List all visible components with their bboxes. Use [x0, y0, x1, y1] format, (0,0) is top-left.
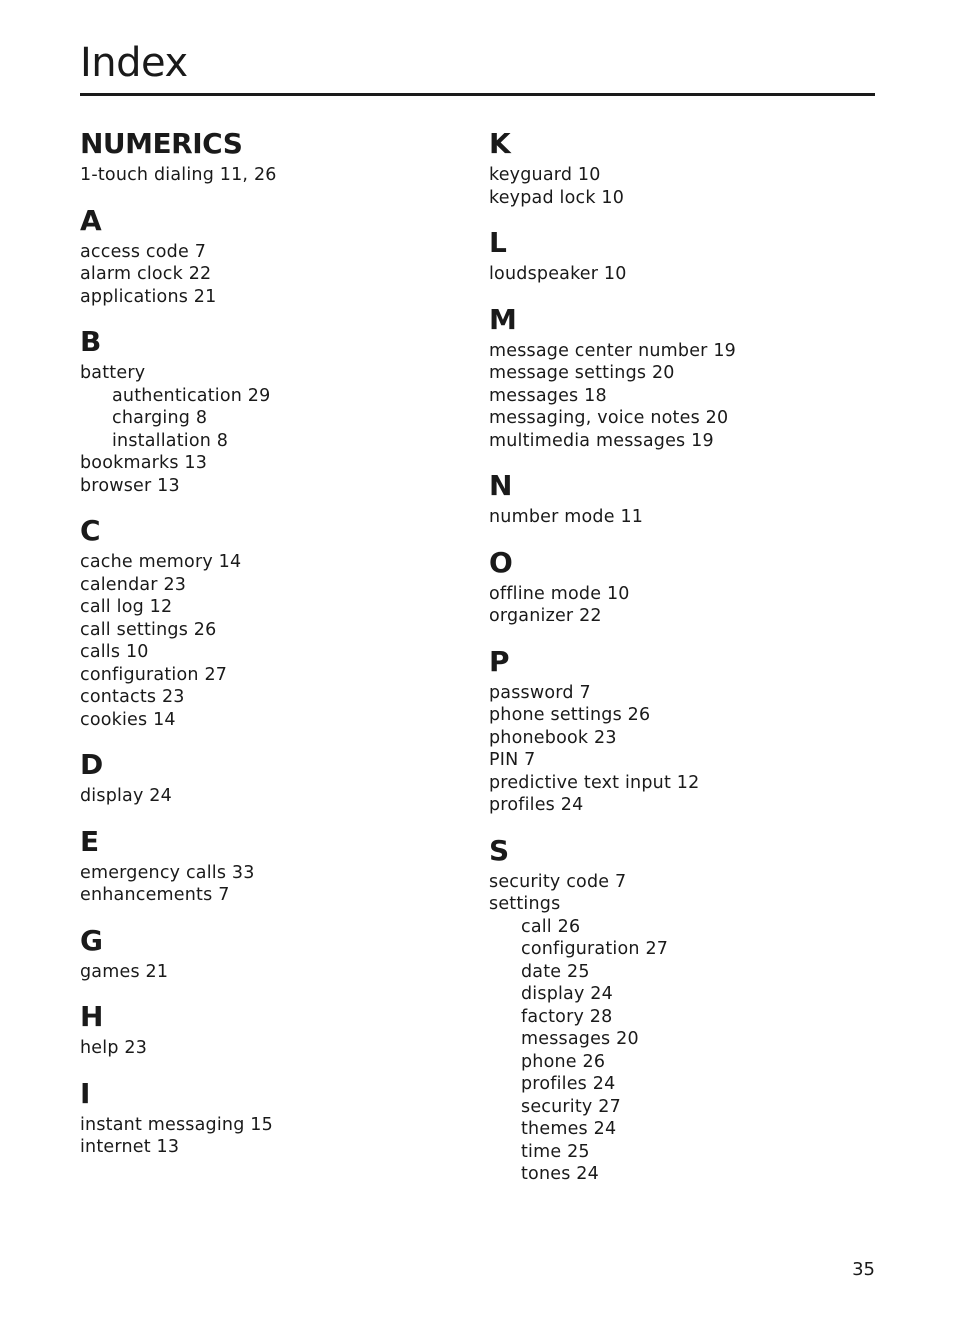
index-section: [489, 543, 879, 628]
index-entry: call settings 26: [80, 619, 217, 640]
index-subentry: security 27: [521, 1096, 621, 1117]
index-entry: bookmarks 13: [80, 453, 208, 473]
index-entry: PIN 7: [489, 750, 536, 770]
index-section: [489, 831, 879, 1186]
index-column-right: [489, 124, 879, 1200]
section-letter-heading: NUMERICS: [80, 127, 243, 160]
index-entry-list: [489, 871, 879, 1186]
section-letter-heading: D: [80, 748, 103, 781]
index-section: [80, 822, 470, 907]
section-letter-heading: E: [80, 824, 99, 858]
index-entry: configuration 27: [80, 664, 228, 685]
index-entry-list: [80, 1114, 470, 1159]
index-section: [80, 745, 470, 808]
index-subentry: authentication 29: [112, 385, 271, 406]
section-letter-heading: N: [489, 469, 512, 502]
section-letter-heading: B: [80, 325, 101, 358]
section-letter-heading: L: [489, 226, 507, 259]
index-entry: games 21: [80, 961, 169, 982]
index-entry: message settings 20: [489, 363, 675, 383]
index-subentry: date 25: [521, 961, 590, 982]
index-entry: alarm clock 22: [80, 264, 212, 284]
index-entry: password 7: [489, 682, 591, 703]
index-entry-list: [80, 862, 470, 907]
index-entry: phonebook 23: [489, 727, 617, 748]
index-entry: messaging, voice notes 20: [489, 408, 729, 428]
index-section: [80, 921, 470, 984]
index-entry-list: [80, 241, 470, 309]
index-entry-list: [489, 340, 879, 453]
index-subentry: call 26: [521, 916, 581, 937]
index-entry: help 23: [80, 1038, 148, 1058]
index-entry-list: [80, 961, 470, 984]
index-entry-list: [489, 164, 879, 209]
index-entry: messages 18: [489, 385, 607, 406]
index-entry: enhancements 7: [80, 885, 230, 905]
section-letter-heading: A: [80, 203, 102, 237]
index-entry: number mode 11: [489, 507, 644, 527]
index-entry: organizer 22: [489, 606, 602, 626]
index-entry: message center number 19: [489, 340, 737, 361]
index-entry: internet 13: [80, 1137, 180, 1157]
index-entry: profiles 24: [489, 795, 584, 815]
index-section: [489, 466, 879, 529]
page-number: 35: [852, 1259, 875, 1280]
index-entry: multimedia messages 19: [489, 430, 714, 451]
index-subentry: tones 24: [521, 1164, 599, 1184]
section-letter-heading: P: [489, 644, 510, 678]
index-subentry: installation 8: [112, 430, 229, 451]
index-entry: display 24: [80, 786, 172, 806]
index-column-left: [80, 124, 470, 1173]
index-entry-list: [80, 785, 470, 808]
index-section: [489, 223, 879, 286]
index-entry: predictive text input 12: [489, 772, 700, 793]
index-entry: applications 21: [80, 286, 217, 307]
index-subentry: configuration 27: [521, 939, 669, 959]
index-entry-list: [489, 583, 879, 628]
index-section: [80, 322, 470, 497]
index-section: [489, 300, 879, 453]
index-entry-list: [489, 263, 879, 286]
index-entry: 1-touch dialing 11, 26: [80, 165, 277, 185]
index-entry: contacts 23: [80, 687, 185, 707]
index-entry: loudspeaker 10: [489, 264, 627, 284]
section-letter-heading: H: [80, 1000, 103, 1033]
index-subentry: themes 24: [521, 1119, 617, 1139]
index-entry: security code 7: [489, 871, 627, 892]
section-letter-heading: G: [80, 923, 103, 957]
index-entry: access code 7: [80, 241, 207, 262]
index-section: [80, 124, 470, 187]
index-entry-list: [489, 506, 879, 529]
index-section: [489, 124, 879, 209]
index-entry: keyguard 10: [489, 165, 601, 185]
index-subentry: time 25: [521, 1141, 590, 1162]
page-title: Index: [80, 40, 188, 86]
index-subentry: profiles 24: [521, 1074, 616, 1094]
index-entry: browser 13: [80, 475, 180, 496]
section-letter-heading: C: [80, 514, 101, 547]
index-section: [489, 642, 879, 817]
index-entry: cache memory 14: [80, 552, 242, 572]
section-letter-heading: M: [489, 302, 517, 336]
index-entry: emergency calls 33: [80, 862, 255, 883]
index-entry: offline mode 10: [489, 583, 630, 604]
index-entry: phone settings 26: [489, 705, 651, 725]
index-entry: settings: [489, 894, 561, 914]
index-subentry: messages 20: [521, 1029, 639, 1049]
index-entry: calendar 23: [80, 574, 187, 595]
index-subentry: charging 8: [112, 408, 208, 428]
index-section: [80, 1074, 470, 1159]
section-letter-heading: S: [489, 833, 509, 867]
index-subentry: phone 26: [521, 1051, 606, 1072]
index-entry-list: [80, 551, 470, 731]
index-entry-list: [489, 682, 879, 817]
index-entry: call log 12: [80, 597, 173, 617]
section-letter-heading: O: [489, 545, 513, 579]
index-entry: calls 10: [80, 642, 149, 662]
index-entry: keypad lock 10: [489, 187, 625, 208]
index-subentry: factory 28: [521, 1006, 613, 1027]
index-entry-list: [80, 362, 470, 497]
index-entry: instant messaging 15: [80, 1114, 273, 1135]
index-entry: battery: [80, 363, 146, 383]
index-section: [80, 511, 470, 731]
index-section: [80, 997, 470, 1060]
section-letter-heading: I: [80, 1076, 90, 1110]
title-rule: [80, 93, 875, 96]
index-section: [80, 201, 470, 309]
index-subentry: display 24: [521, 984, 613, 1004]
section-letter-heading: K: [489, 127, 511, 160]
index-entry-list: [80, 1037, 470, 1060]
index-entry-list: [80, 164, 470, 187]
index-entry: cookies 14: [80, 709, 176, 730]
